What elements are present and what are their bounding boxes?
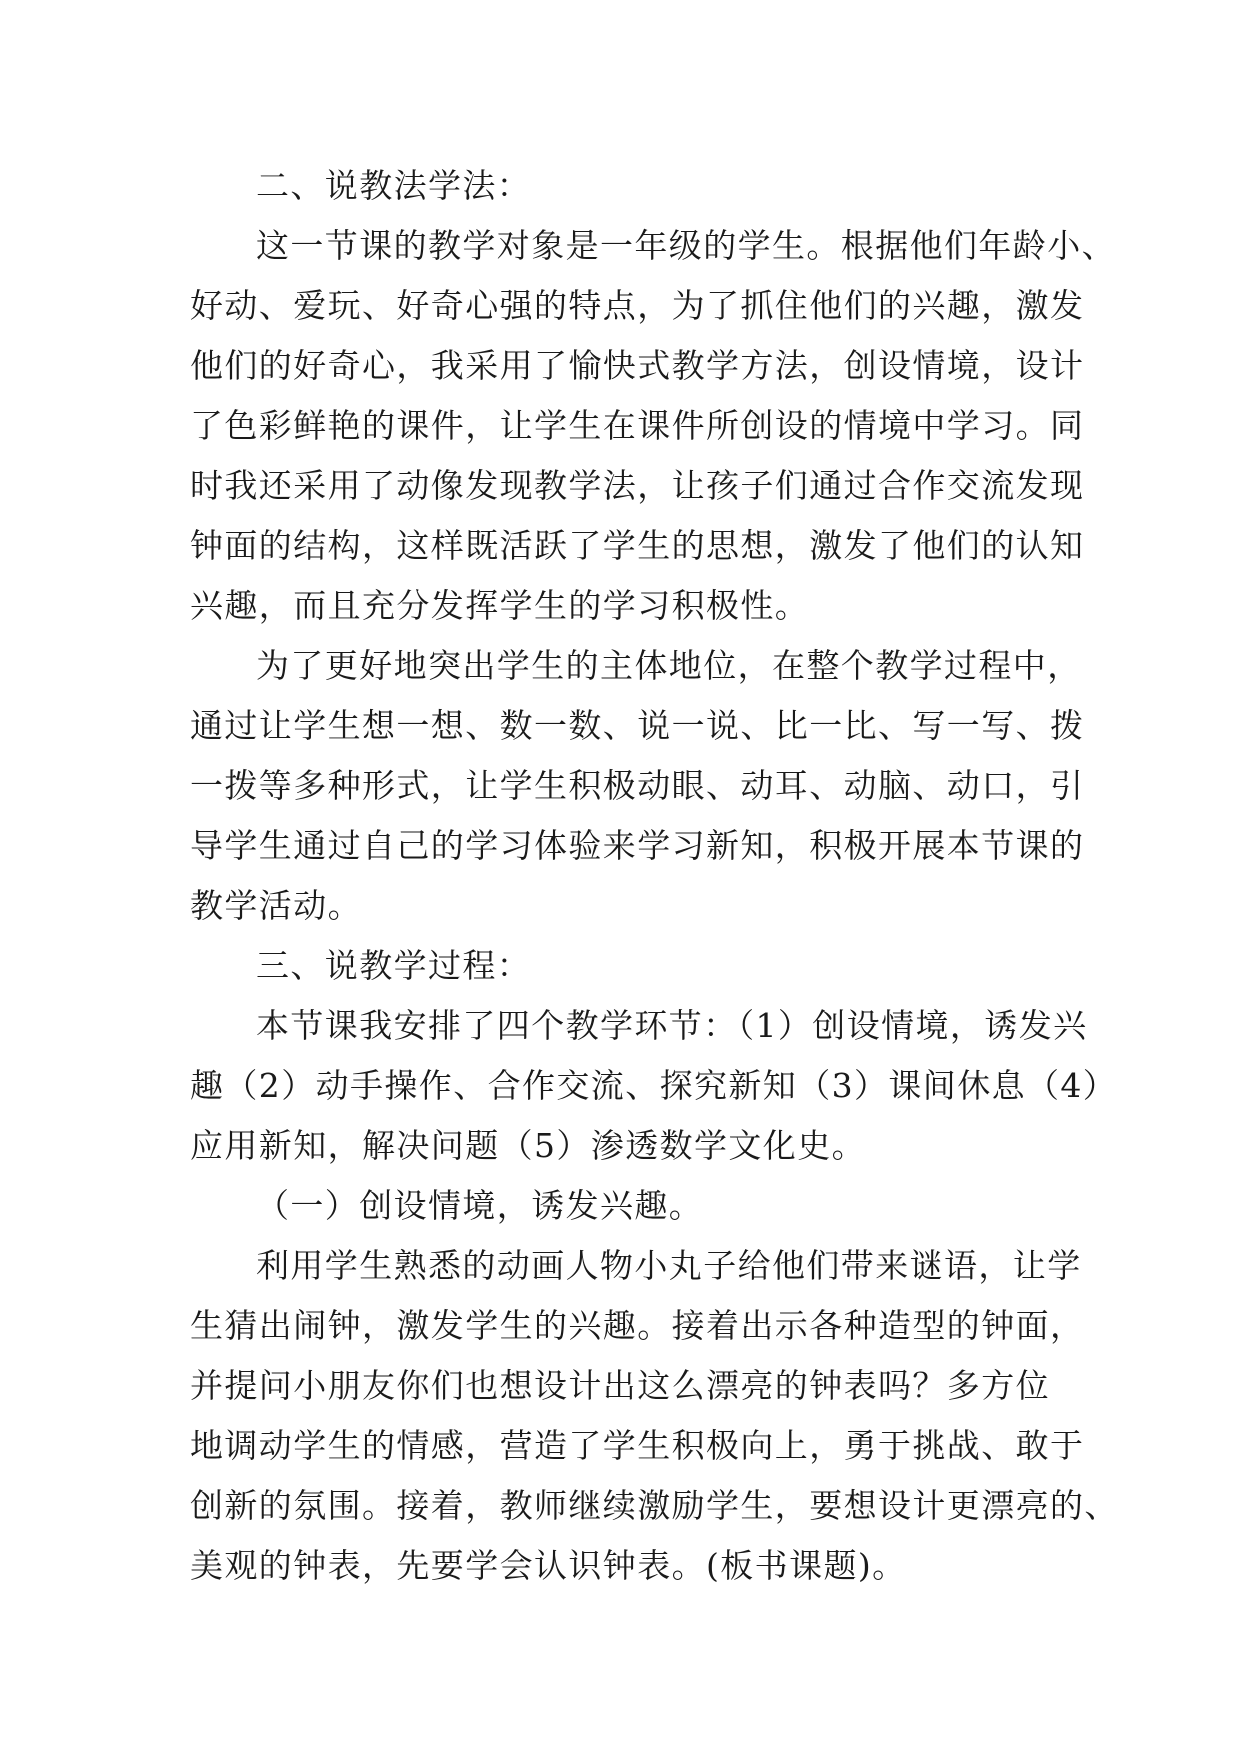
paragraph-line: 钟面的结构，这样既活跃了学生的思想，激发了他们的认知 bbox=[190, 526, 1085, 565]
paragraph-line: 时我还采用了动像发现教学法，让孩子们通过合作交流发现 bbox=[190, 466, 1085, 505]
paragraph-line: 一拨等多种形式，让学生积极动眼、动耳、动脑、动口，引 bbox=[190, 766, 1085, 805]
paragraph-line: 通过让学生想一想、数一数、说一说、比一比、写一写、拨 bbox=[190, 706, 1085, 745]
paragraph-line: 生猜出闹钟，激发学生的兴趣。接着出示各种造型的钟面， bbox=[190, 1306, 1085, 1345]
subsection-heading: （一）创设情境，诱发兴趣。 bbox=[256, 1186, 704, 1225]
paragraph-line: 美观的钟表，先要学会认识钟表。(板书课题)。 bbox=[190, 1546, 907, 1585]
paragraph-line: 并提问小朋友你们也想设计出这么漂亮的钟表吗？多方位 bbox=[190, 1366, 1050, 1405]
section-heading-teaching-methods: 二、说教法学法： bbox=[256, 166, 532, 205]
paragraph-line: 创新的氛围。接着，教师继续激励学生，要想设计更漂亮的、 bbox=[190, 1486, 1119, 1525]
paragraph-line: 本节课我安排了四个教学环节：（1）创设情境，诱发兴 bbox=[256, 1006, 1088, 1045]
paragraph-line: 应用新知，解决问题（5）渗透数学文化史。 bbox=[190, 1126, 866, 1165]
paragraph-line: 这一节课的教学对象是一年级的学生。根据他们年龄小、 bbox=[256, 226, 1116, 265]
section-heading-teaching-process: 三、说教学过程： bbox=[256, 946, 532, 985]
paragraph-line: 教学活动。 bbox=[190, 886, 362, 925]
paragraph-line: 为了更好地突出学生的主体地位，在整个教学过程中， bbox=[256, 646, 1082, 685]
paragraph-line: 好动、爱玩、好奇心强的特点，为了抓住他们的兴趣，激发 bbox=[190, 286, 1085, 325]
paragraph-line: 了色彩鲜艳的课件，让学生在课件所创设的情境中学习。同 bbox=[190, 406, 1085, 445]
paragraph-line: 地调动学生的情感，营造了学生积极向上，勇于挑战、敢于 bbox=[190, 1426, 1085, 1465]
paragraph-line: 利用学生熟悉的动画人物小丸子给他们带来谜语，让学 bbox=[256, 1246, 1082, 1285]
paragraph-line: 他们的好奇心，我采用了愉快式教学方法，创设情境，设计 bbox=[190, 346, 1085, 385]
paragraph-line: 趣（2）动手操作、合作交流、探究新知（3）课间休息（4） bbox=[190, 1066, 1118, 1105]
paragraph-line: 兴趣，而且充分发挥学生的学习积极性。 bbox=[190, 586, 810, 625]
paragraph-line: 导学生通过自己的学习体验来学习新知，积极开展本节课的 bbox=[190, 826, 1085, 865]
